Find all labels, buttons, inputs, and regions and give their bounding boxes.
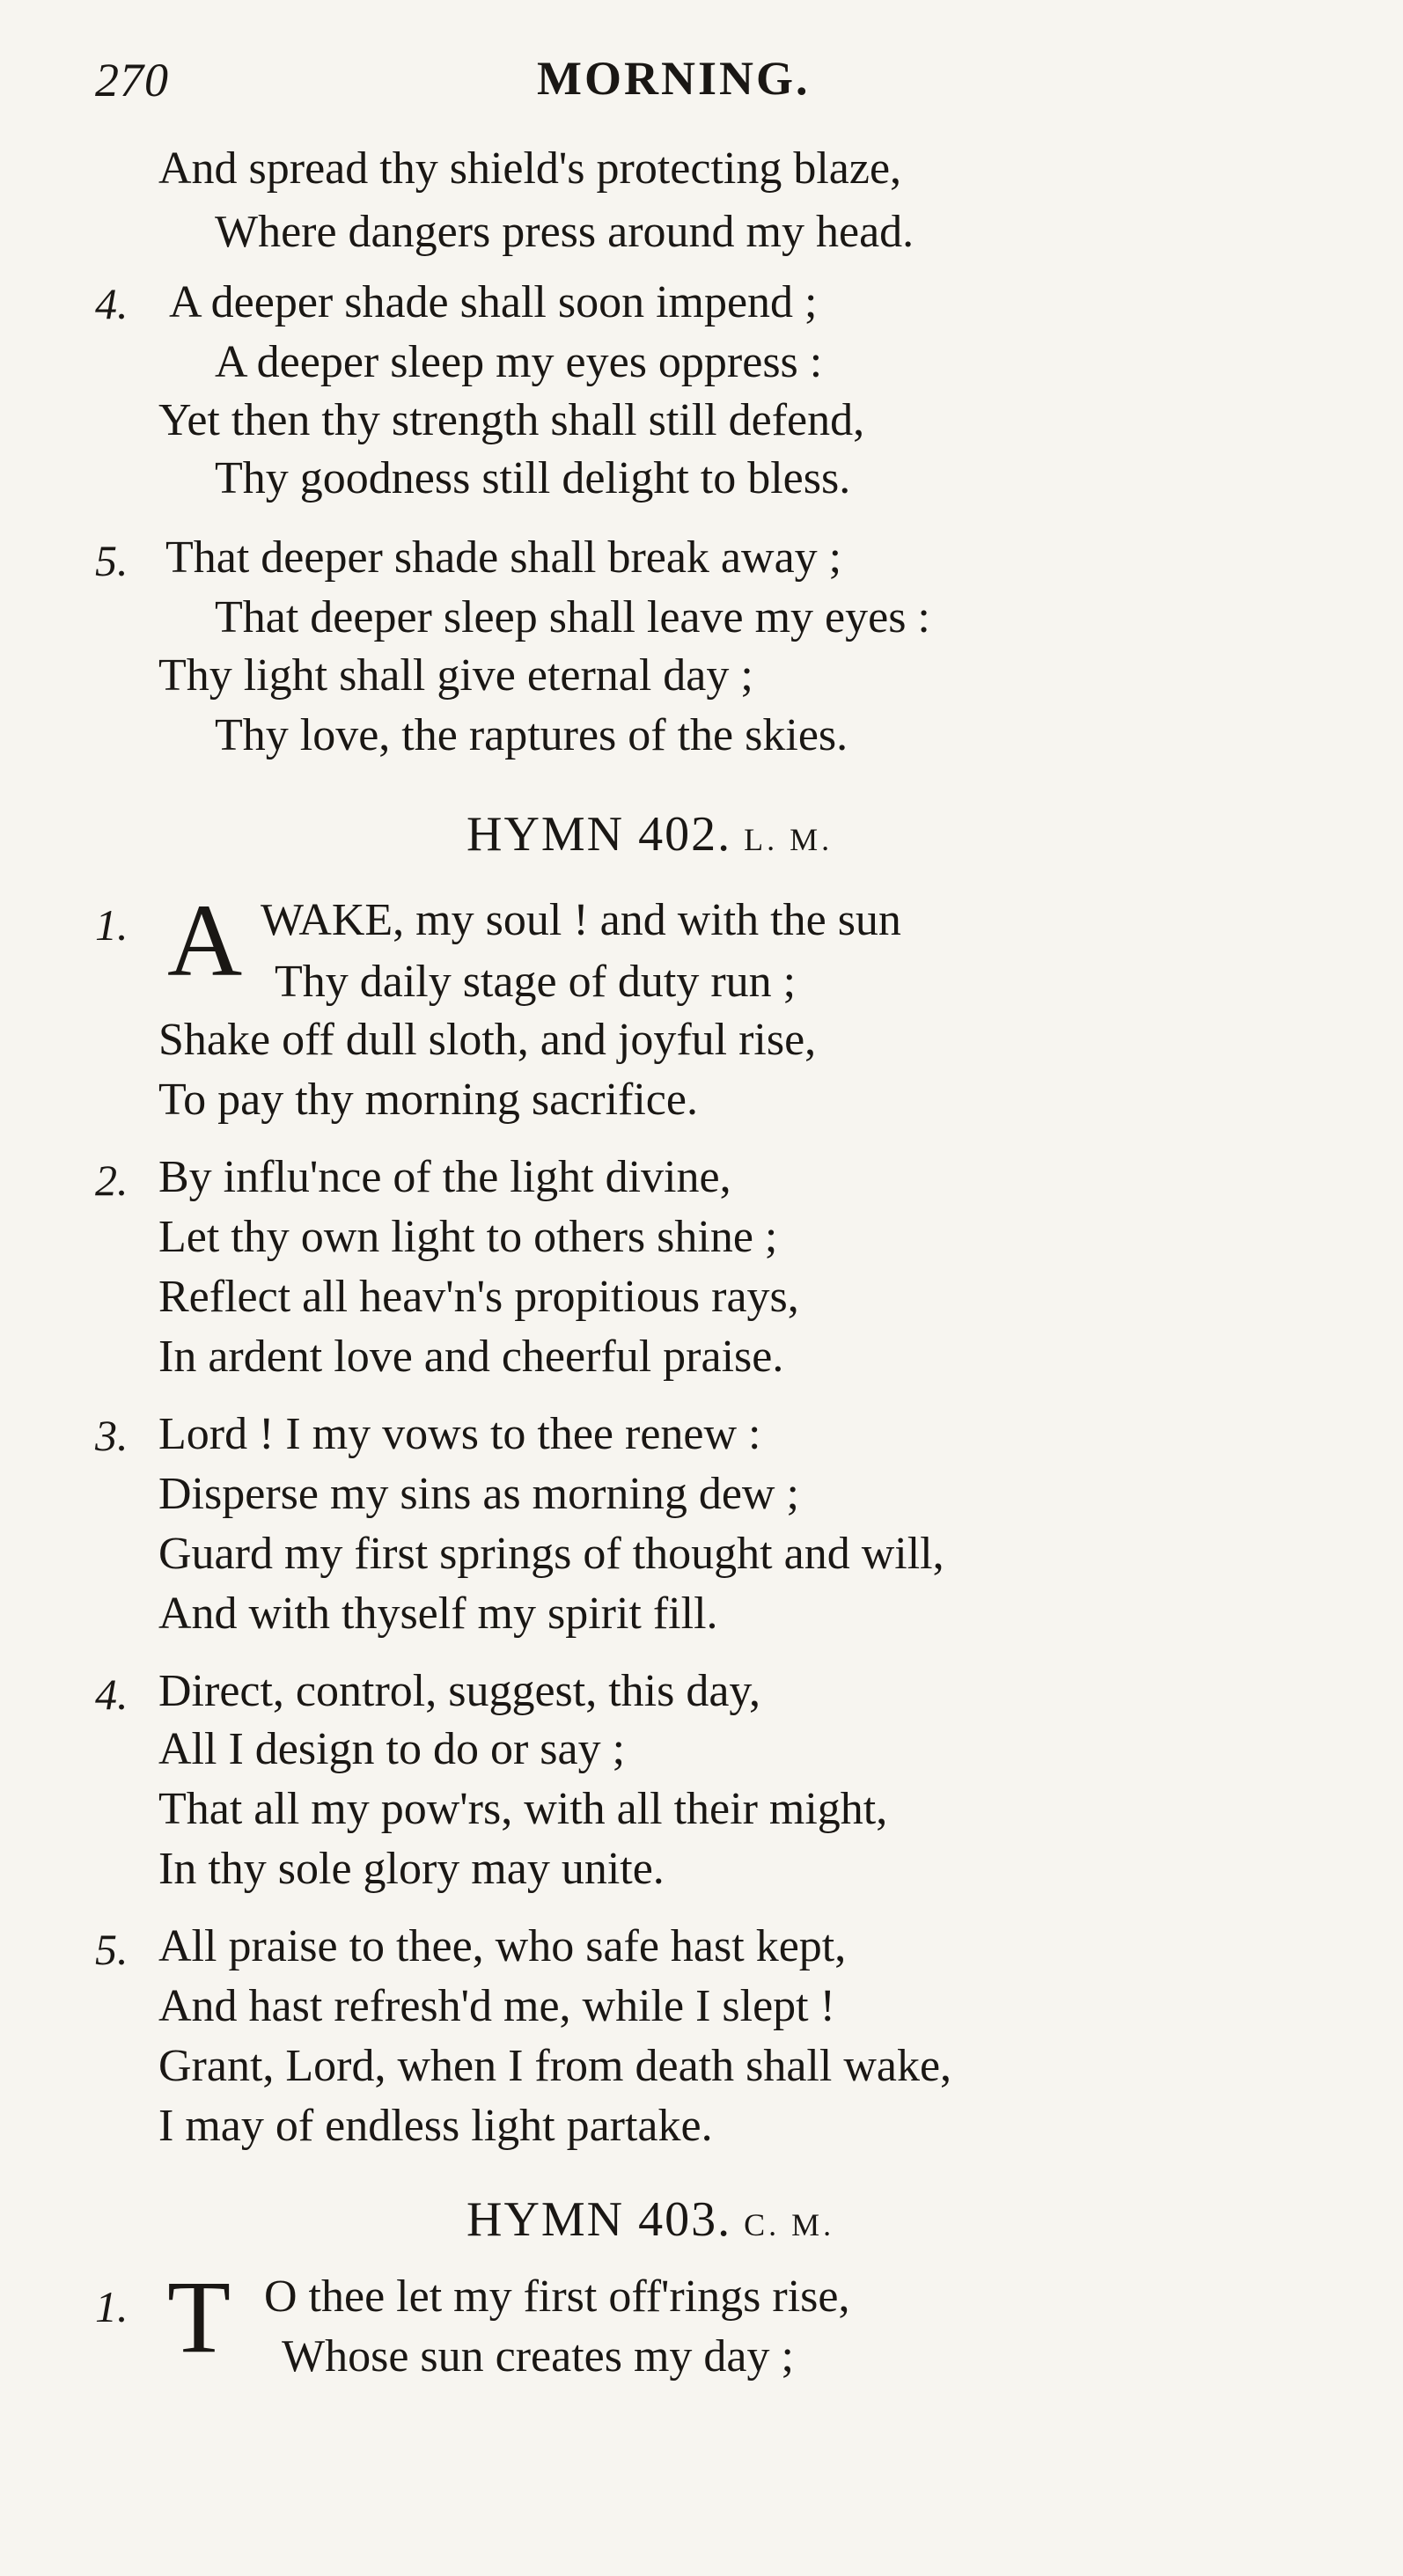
verse-line: By influ'nce of the light divine, (158, 1152, 731, 1202)
verse-line: A deeper sleep my eyes oppress : (215, 337, 823, 387)
verse-line: All praise to thee, who safe hast kept, (158, 1921, 847, 1971)
hymn-title: HYMN 402. (466, 807, 732, 862)
verse-line: Disperse my sins as morning dew ; (158, 1469, 799, 1519)
verse-line: Guard my first springs of thought and will, (158, 1529, 944, 1579)
verse-line: A deeper shade shall soon impend ; (169, 277, 818, 327)
verse-line: That deeper sleep shall leave my eyes : (215, 592, 930, 642)
verse-line: And hast refresh'd me, while I slept ! (158, 1981, 835, 2031)
verse-line: Thy daily stage of duty run ; (275, 957, 797, 1007)
verse-line: That all my pow'rs, with all their might, (158, 1784, 888, 1834)
stanza-number: 1. (95, 900, 129, 950)
verse-line: To pay thy morning sacrifice. (158, 1075, 698, 1125)
verse-line: Grant, Lord, when I from death shall wake, (158, 2041, 952, 2091)
verse-line: Whose sun creates my day ; (282, 2331, 794, 2382)
hymn-title: HYMN 403. (466, 2192, 732, 2247)
hymn-heading (466, 2192, 835, 2247)
verse-line: I may of endless light partake. (158, 2101, 713, 2151)
stanza-number: 5. (95, 1925, 129, 1974)
verse-line: In thy sole glory may unite. (158, 1844, 665, 1894)
stanza-number: 1. (95, 2282, 129, 2331)
verse-line: Reflect all heav'n's propitious rays, (158, 1272, 799, 1322)
stanza-number: 5. (95, 536, 129, 585)
verse-line: Thy love, the raptures of the skies. (215, 710, 848, 760)
verse-line: Thy goodness still delight to bless. (215, 453, 851, 503)
hymn-meter: L. M. (744, 822, 834, 857)
verse-line: Direct, control, suggest, this day, (158, 1666, 761, 1716)
verse-line: Shake off dull sloth, and joyful rise, (158, 1015, 817, 1065)
verse-line: O thee let my first off'rings rise, (264, 2271, 850, 2322)
page-number: 270 (95, 54, 169, 106)
drop-cap: A (167, 883, 243, 998)
verse-line: And with thyself my spirit fill. (158, 1589, 718, 1639)
verse-line: WAKE, my soul ! and with the sun (261, 895, 901, 945)
stanza-number: 4. (95, 279, 129, 328)
verse-line: All I design to do or say ; (158, 1724, 626, 1774)
stanza-number: 2. (95, 1156, 129, 1205)
verse-line: Let thy own light to others shine ; (158, 1212, 778, 1262)
verse-line: Thy light shall give eternal day ; (158, 650, 753, 701)
stanza-number: 4. (95, 1670, 129, 1719)
hymn-heading (466, 807, 834, 862)
verse-line: In ardent love and cheerful praise. (158, 1332, 784, 1382)
hymn-meter: C. M. (744, 2207, 835, 2242)
verse-line: Where dangers press around my head. (215, 207, 915, 257)
stanza-number: 3. (95, 1411, 129, 1460)
verse-line: Lord ! I my vows to thee renew : (158, 1409, 761, 1459)
verse-line: Yet then thy strength shall still defend, (158, 395, 865, 445)
verse-line: And spread thy shield's protecting blaze, (158, 143, 902, 194)
drop-cap: T (167, 2259, 231, 2374)
running-title: MORNING. (537, 52, 811, 105)
verse-line: That deeper shade shall break away ; (165, 532, 842, 583)
